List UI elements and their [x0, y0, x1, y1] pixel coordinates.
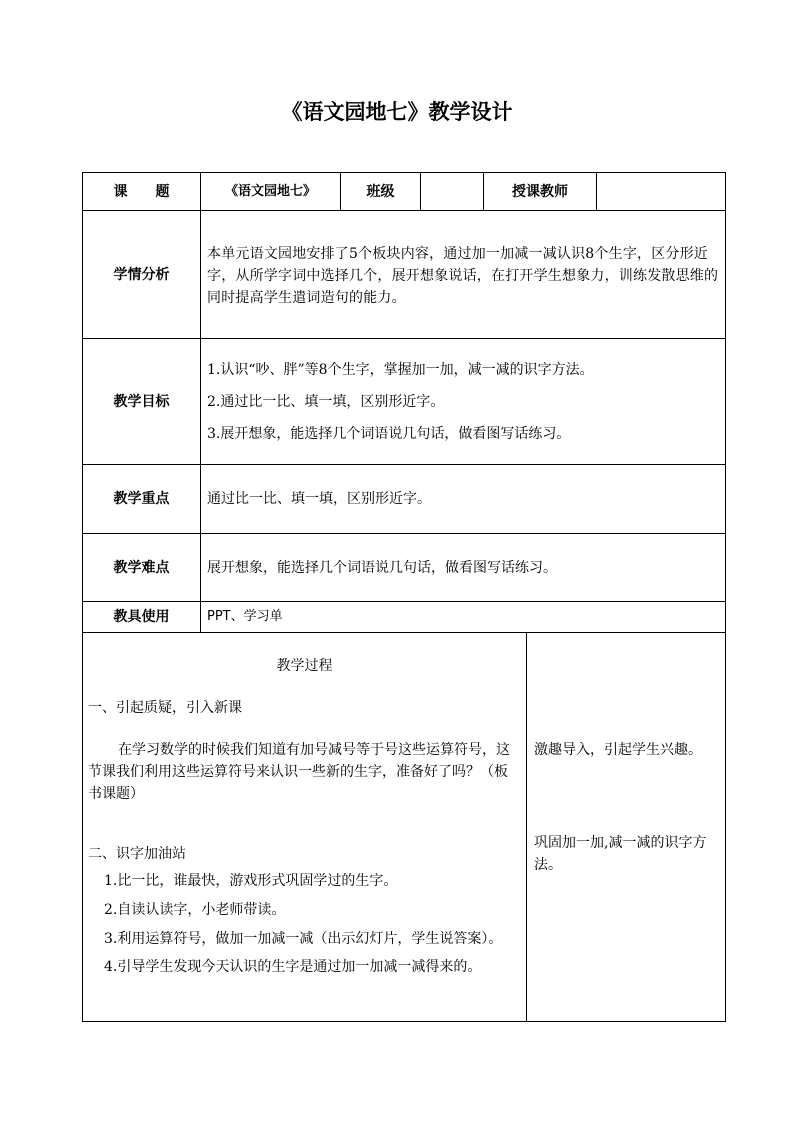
process-heading: 教学过程 [276, 658, 333, 674]
teacher-label: 授课教师 [512, 183, 568, 200]
analysis-text: 本单元语文园地安排了5个板块内容，通过加一加减一减认识8个生字，区分形近字，从所学字词中选择几个，展开想象说话，在打开学生想象力，训练发散思维的同时提高学生遣词造句的能力。 [207, 246, 719, 306]
list-item: 4.引导学生发现今天认识的生字是通过加一加减一减得来的。 [104, 959, 482, 975]
subject-value: 《语文园地七》 [224, 183, 316, 199]
section2-title: 二、识字加油站 [88, 846, 186, 862]
goal-item: 1.认识“吵、胖”等8个生字，掌握加一加，减一减的识字方法。 [207, 362, 594, 378]
analysis-label: 学情分析 [113, 266, 170, 283]
class-value [421, 173, 483, 210]
list-item: 1.比一比，谁最快，游戏形式巩固学过的生字。 [104, 873, 398, 889]
note-intro: 激趣导入，引起学生兴趣。 [534, 742, 702, 758]
goals-label: 教学目标 [113, 393, 170, 410]
key-points-label: 教学重点 [113, 491, 170, 507]
section2-list [104, 871, 520, 977]
section1-text: 在学习数学的时候我们知道有加号减号等于号这些运算符号，这节课我们利用这些运算符号来认识一些新的生字，准备好了吗？（板书课题） [88, 742, 510, 802]
list-item: 3.利用运算符号，做加一加减一减（出示幻灯片，学生说答案）。 [104, 931, 503, 947]
tools-label: 教具使用 [113, 609, 170, 625]
teacher-value [597, 173, 725, 210]
section1-title: 一、引起质疑，引入新课 [88, 700, 242, 716]
tools-text: PPT、学习单 [207, 609, 283, 624]
key-points-text: 通过比一比、填一填，区别形近字。 [207, 491, 431, 507]
goal-item: 2.通过比一比、填一填，区别形近字。 [207, 394, 445, 410]
document-title: 《语文园地七》教学设计 [281, 100, 513, 124]
list-item: 2.自读认读字，小老师带读。 [104, 902, 286, 918]
subject-label: 课 题 [113, 183, 170, 200]
note-consolidate: 巩固加一加,减一减的识字方法。 [534, 835, 707, 873]
goals-list [201, 359, 725, 455]
class-label: 班级 [366, 183, 395, 200]
goal-item: 3.展开想象，能选择几个词语说几句话，做看图写话练习。 [207, 426, 571, 442]
difficulties-text: 展开想象，能选择几个词语说几句话，做看图写话练习。 [207, 560, 557, 576]
difficulties-label: 教学难点 [113, 559, 170, 576]
